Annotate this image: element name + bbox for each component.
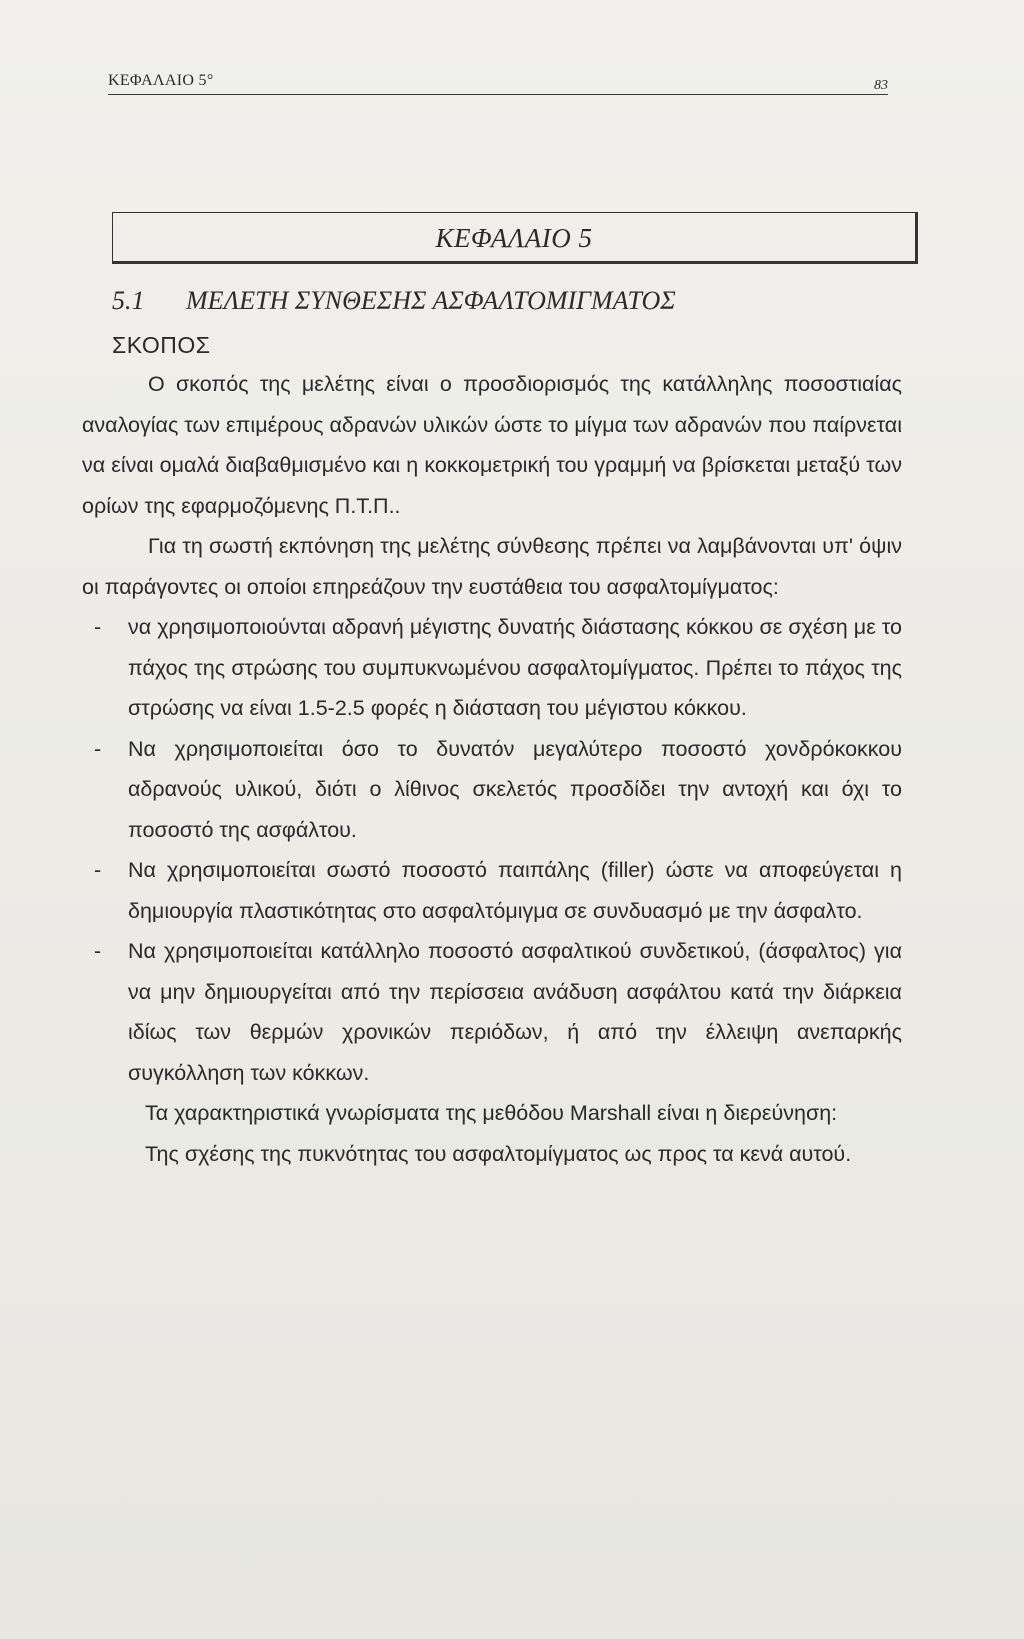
- list-dash: -: [94, 939, 102, 963]
- section-title: ΜΕΛΕΤΗ ΣΥΝΘΕΣΗΣ ΑΣΦΑΛΤΟΜΙΓΜΑΤΟΣ: [186, 286, 676, 315]
- factor-list-item: [82, 729, 902, 851]
- factor-list-item: [82, 850, 902, 931]
- list-dash: -: [94, 858, 102, 882]
- factor-list-item: [82, 931, 902, 1093]
- factor-list-item: [82, 607, 902, 729]
- chapter-title-box: [112, 212, 918, 264]
- factor-text: Να χρησιμοποιείται κατάλληλο ποσοστό ασφαλτικού συνδετικού, (άσφαλτος) για να μην δημιουργείται από την περίσσεια ανάδυση ασφάλτου κατά την διάρκεια ιδίως των θερμών χρονικών περιόδων, ή από την έλλειψη ανεπαρκής συγκόλληση των κόκκων.: [128, 939, 902, 1085]
- factor-text: Να χρησιμοποιείται όσο το δυνατόν μεγαλύτερο ποσοστό χονδρόκοκκου αδρανούς υλικού, διότι ο λίθινος σκελετός προσδίδει την αντοχή και όχι το ποσοστό της ασφάλτου.: [128, 736, 902, 842]
- page-number: 83: [874, 78, 888, 93]
- factors-intro-paragraph: Για τη σωστή εκπόνηση της μελέτης σύνθεσης πρέπει να λαμβάνονται υπ' όψιν οι παράγοντες οι οποίοι επηρεάζουν την ευστάθεια του ασφαλτομίγματος:: [82, 534, 902, 599]
- running-header-chapter: ΚΕΦΑΛΑΙΟ 5°: [108, 72, 214, 89]
- factor-text: Να χρησιμοποιείται σωστό ποσοστό παιπάλης (filler) ώστε να αποφεύγεται η δημιουργία πλαστικότητας στο ασφαλτόμιγμα σε συνδυασμό με την άσφαλτο.: [128, 858, 902, 923]
- marshall-intro-paragraph: Τα χαρακτηριστικά γνωρίσματα της μεθόδου Marshall είναι η διερεύνηση:: [145, 1101, 838, 1125]
- list-dash: -: [94, 736, 102, 761]
- list-dash: -: [94, 615, 102, 639]
- running-header: [108, 70, 888, 95]
- section-heading: [112, 286, 676, 316]
- body-text: [82, 364, 902, 1174]
- factor-text: να χρησιμοποιούνται αδρανή μέγιστης δυνατής διάστασης κόκκου σε σχέση με το πάχος της στρώσης του συμπυκνωμένου ασφαλτομίγματος. Πρέπει το πάχος της στρώσης να είναι 1.5-2.5 φορές η διάσταση του μέγιστου κόκκου.: [128, 615, 902, 720]
- chapter-title: ΚΕΦΑΛΑΙΟ 5: [435, 223, 593, 253]
- section-number: 5.1: [112, 286, 145, 315]
- scope-subheading: ΣΚΟΠΟΣ: [112, 332, 211, 358]
- marshall-item-paragraph: Της σχέσης της πυκνότητας του ασφαλτομίγματος ως προς τα κενά αυτού.: [145, 1141, 852, 1166]
- scope-paragraph: Ο σκοπός της μελέτης είναι ο προσδιορισμός της κατάλληλης ποσοστιαίας αναλογίας των επιμέρους αδρανών υλικών ώστε το μίγμα των αδρανών που παίρνεται να είναι ομαλά διαβαθμισμένο και η κοκκομετρική του γραμμή να βρίσκεται μεταξύ των ορίων της εφαρμοζόμενης Π.Τ.Π..: [82, 372, 902, 518]
